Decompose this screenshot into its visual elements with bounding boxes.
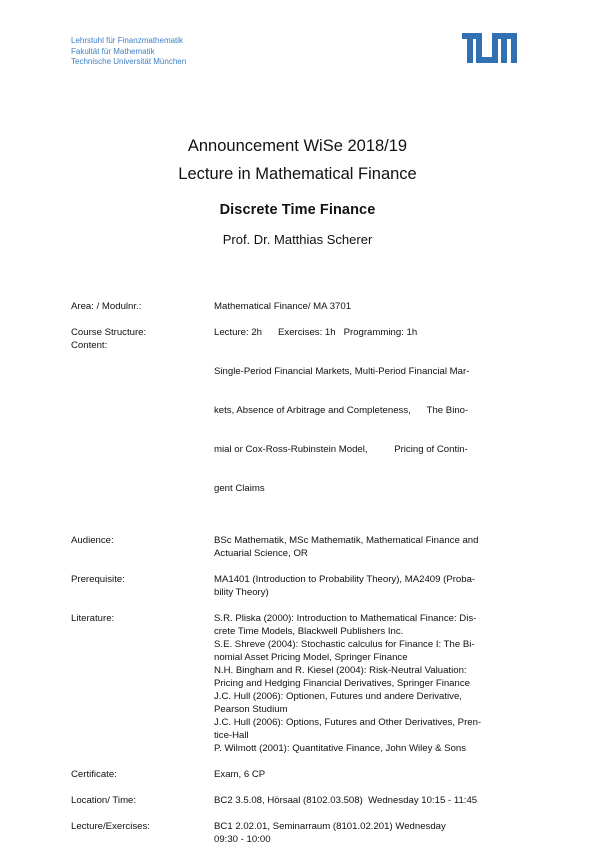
course-title: Discrete Time Finance <box>219 202 376 218</box>
content-value: Single-Period Financial Markets, Multi-Period Financial Mar- kets, Absence of Arbitrage and Completeness, The Bino- mial or Cox-Ross-Rubinstein Model, Pricing of Contin- gent Claims <box>214 366 470 494</box>
structure-value: Lecture: 2h Exercises: 1h Programming: 1h <box>214 327 418 338</box>
row-exercises <box>71 820 523 846</box>
row-audience <box>71 534 523 560</box>
location-label: Location/ Time: <box>71 795 137 806</box>
row-literature <box>71 612 523 755</box>
area-label: Area: / Modulnr.: <box>71 301 142 312</box>
prerequisite-label: Prerequisite: <box>71 574 125 585</box>
exercises-value: BC1 2.02.01, Seminarraum (8101.02.201) Wednesday 09:30 - 10:00 <box>214 821 446 845</box>
content-label: Content: <box>71 340 108 351</box>
literature-label: Literature: <box>71 613 115 624</box>
row-certificate <box>71 768 523 781</box>
tum-logo-icon <box>462 33 517 63</box>
exercises-label: Lecture/Exercises: <box>71 821 150 832</box>
certificate-value: Exam, 6 CP <box>214 769 266 780</box>
structure-label: Course Structure: <box>71 327 147 338</box>
prerequisite-value: MA1401 (Introduction to Probability Theory), MA2409 (Proba- bility Theory) <box>214 574 476 598</box>
audience-value: BSc Mathematik, MSc Mathematik, Mathematical Finance and Actuarial Science, OR <box>214 535 479 559</box>
certificate-label: Certificate: <box>71 769 117 780</box>
area-value: Mathematical Finance/ MA 3701 <box>214 301 352 312</box>
row-area <box>71 300 523 313</box>
location-value: BC2 3.5.08, Hörsaal (8102.03.508) Wednesday 10:15 - 11:45 <box>214 795 478 806</box>
announcement-title: Announcement WiSe 2018/19 <box>187 137 408 155</box>
row-prerequisite <box>71 573 523 599</box>
audience-label: Audience: <box>71 535 114 546</box>
chair-name: Lehrstuhl für Finanzmathematik <box>71 36 184 45</box>
course-details <box>71 300 523 846</box>
row-content <box>71 339 523 521</box>
professor-name: Prof. Dr. Matthias Scherer <box>222 232 373 247</box>
row-structure <box>71 326 523 339</box>
university-name: Technische Universität München <box>71 57 187 66</box>
faculty-name: Fakultät für Mathematik <box>71 46 155 56</box>
chair-address <box>71 36 186 68</box>
lecture-title: Lecture in Mathematical Finance <box>178 165 417 183</box>
row-location <box>71 794 523 807</box>
literature-value: S.R. Pliska (2000): Introduction to Mathematical Finance: Dis- crete Time Models, Blackwell Publishers Inc. S.E. Shreve (2004): Stochastic calculus for Finance I: The Bi- nomial Asset Pricing Model, Springer Finance N.H. Bingham and R. Kiesel (2004): Risk-Neutral Valuation: Pricing and Hedging Financial Derivatives, Springer Finance J.C. Hull (2006): Optionen, Futures und andere Derivative, Pearson Studium J.C. Hull (2006): Options, Futures and Other Derivatives, Pren- tice-Hall P. Wilmott (2001): Quantitative Finance, John Wiley & Sons <box>214 613 482 754</box>
